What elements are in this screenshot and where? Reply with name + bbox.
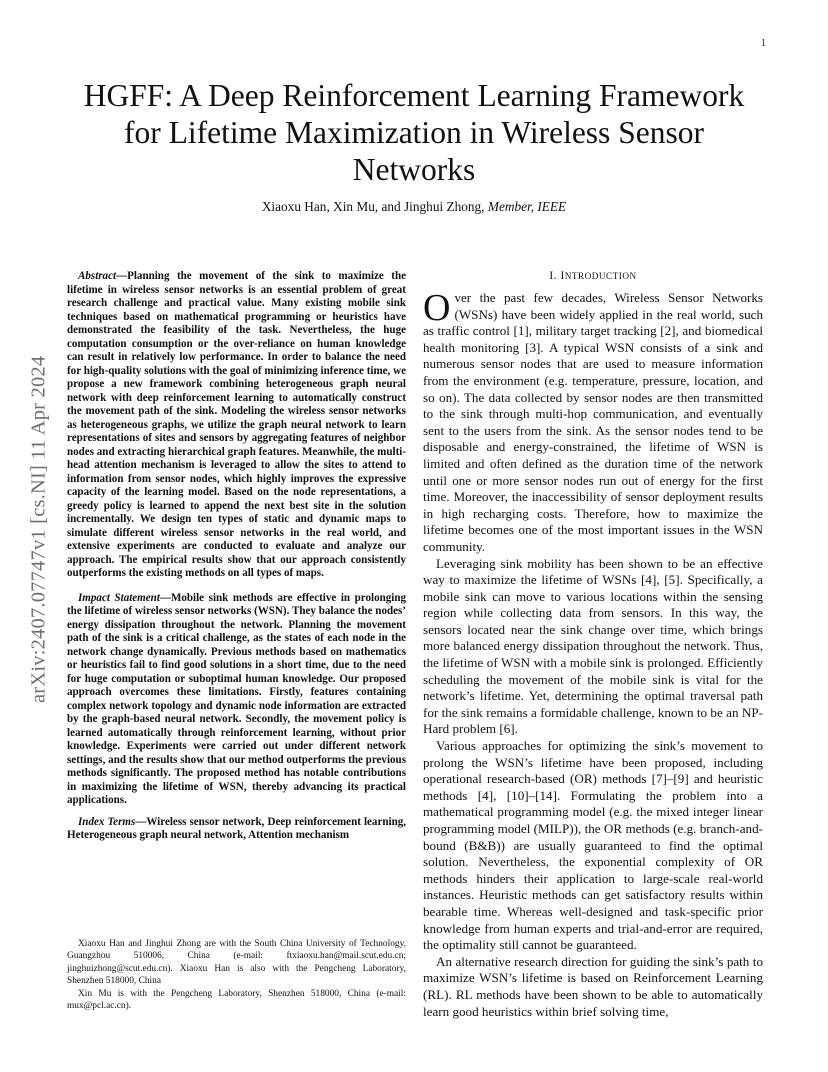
intro-paragraph-1-text: ver the past few decades, Wireless Sensor Networks (WSNs) have been widely applied in the real world, such as traffic control [1], military target tracking [2], and biomedical health monitoring [3]. A typical WSN consists of a sink and numerous sensor nodes that are used to measure information from the environment (e.g. temperature, pressure, location, and so on). The data collected by sensor nodes are then transmitted to the sink through multi-hop communication, and eventually sent to the users from the sink. As the sensor nodes tend to be disposable and energy-constrained, the lifetime of WSN is limited and often defined as the duration time of the network until one or more sensor nodes run out of energy for the first time. Moreover, the inaccessibility of sensor deployment results in high recharging costs. Therefore, how to maximize the lifetime becomes one of the most important issues in the WSN community. [423,290,763,554]
arxiv-identifier: arXiv:2407.07747v1 [cs.NI] 11 Apr 2024 [27,355,50,703]
page-number: 1 [761,38,766,49]
index-terms-text: —Wireless sensor network, Deep reinforcement learning, Heterogeneous graph neural network, Attention mechanism [67,815,406,841]
abstract [67,270,406,581]
right-column [423,270,763,1020]
impact-text: —Mobile sink methods are effective in prolonging the lifetime of wireless sensor networks (WSN). They balance the nodes’ energy dissipation throughout the network. Planning the movement path of the sink is a critical challenge, as the states of each node in the network change dynamically. Previous methods based on mathematics or heuristics fail to find good solutions in a short time, due to the need for huge computation or suboptimal human knowledge. Our proposed approach overcomes these limitations. Firstly, features containing complex network topology and dynamic node information are extracted by the graph-based neural network. Secondly, the movement policy is learned automatically through reinforcement learning, without prior knowledge. Experiments were carried out under different network settings, and the results show that our method outperforms the previous methods significantly. The proposed method has notable contributions in maximizing the lifetime of WSN, thereby advancing its practical applications. [67,591,406,806]
impact-statement [67,592,406,808]
section-title-first-letter: I [560,270,565,282]
footnote-affiliation-2: Xin Mu is with the Pengcheng Laboratory, Shenzhen 518000, China (e-mail: mux@pcl.ac.cn). [67,988,406,1012]
abstract-text: —Planning the movement of the sink to maximize the lifetime in wireless sensor networks is an essential problem of great research challenge and practical value. Many existing mobile sink techniques based on mathematical programming or heuristics have demonstrated the feasibility of the task. Nevertheless, the huge computation consumption or the over-reliance on human knowledge can result in relatively low performance. In order to balance the need for high-quality solutions with the goal of minimizing inference time, we propose a new framework combining heterogeneous graph neural network with deep reinforcement learning to automatically construct the movement path of the sink. Modeling the wireless sensor networks as heterogeneous graphs, we utilize the graph neural network to learn representations of sites and sensors by aggregating features of neighbor nodes and extracting hierarchical graph features. Meanwhile, the multi-head attention mechanism is leveraged to allow the sites to attend to information from sensor nodes, which highly improves the expressive capacity of the learning model. Based on the node representations, a greedy policy is learned to append the next best site in the solution incrementally. We design ten types of static and dynamic maps to simulate different wireless sensor networks in the real world, and extensive experiments are conducted to evaluate and analyze our approach. The empirical results show that our approach consistently outperforms the existing methods on all types of maps. [67,270,406,579]
drop-cap: O [423,287,451,329]
intro-paragraph-4: An alternative research direction for guiding the sink’s path to maximize WSN’s lifetime is based on Reinforcement Learning (RL). RL methods have been shown to be able to automatically learn good heuristics within brief solving time, [423,953,763,1019]
impact-label: Impact Statement [78,591,160,604]
footnotes [67,938,406,1012]
author-membership: Member, IEEE [487,199,567,214]
abstract-label: Abstract [78,270,117,282]
author-list [62,199,766,215]
index-terms-label: Index Terms [78,815,136,828]
left-column [67,270,406,843]
intro-paragraph-3: Various approaches for optimizing the sink’s movement to prolong the WSN’s lifetime have been proposed, including operational research-based (OR) methods [7]–[9] and heuristic methods [4], [10]–[14]. Formulating the problem into a mathematical programming model (e.g. the mixed integer linear programming model (MILP)), the OR methods (e.g. branch-and-bound (B&B)) are usually guaranteed to find the optimal solution. Nevertheless, the exponential complexity of OR methods hinders their application to large-scale real-world instances. Heuristic methods can get satisfactory results within bearable time. Whereas well-designed and task-specific prior knowledge from human experts and trial-and-error are required, the optimality still cannot be guaranteed. [423,738,763,953]
footnote-affiliation-1: Xiaoxu Han and Jinghui Zhong are with the South China University of Technology, Guangzhou 510006, China (e-mail: ftxiaoxu.han@mail.scut.edu.cn; jinghuizhong@scut.edu.cn). Xiaoxu Han is also with the Pengcheng Laboratory, Shenzhen 518000, China [67,939,406,987]
author-names: Xiaoxu Han, Xin Mu, and Jinghui Zhong, [261,199,485,214]
paper-title: HGFF: A Deep Reinforcement Learning Framework for Lifetime Maximization in Wireless Sensor Networks [83,78,745,187]
section-number: I. [549,270,558,282]
section-heading-introduction [423,270,763,282]
intro-paragraph-1 [423,287,763,556]
index-terms [67,816,406,843]
section-title-rest: NTRODUCTION [564,271,637,281]
intro-paragraph-2: Leveraging sink mobility has been shown to be an effective way to maximize the lifetime of WSNs [4], [5]. Specifically, a mobile sink can move to various locations within the sensing region while collecting data from sensors. In this way, the sensors located near the sink change over time, which brings more balanced energy dissipation throughout the network. Thus, the lifetime of WSN with a mobile sink is prolonged. Efficiently scheduling the movement of the mobile sink is vital for the network’s lifetime. Yet, determining the optimal traversal path for the sink remains a formidable challenge, known to be an NP-Hard problem [6]. [423,555,763,737]
